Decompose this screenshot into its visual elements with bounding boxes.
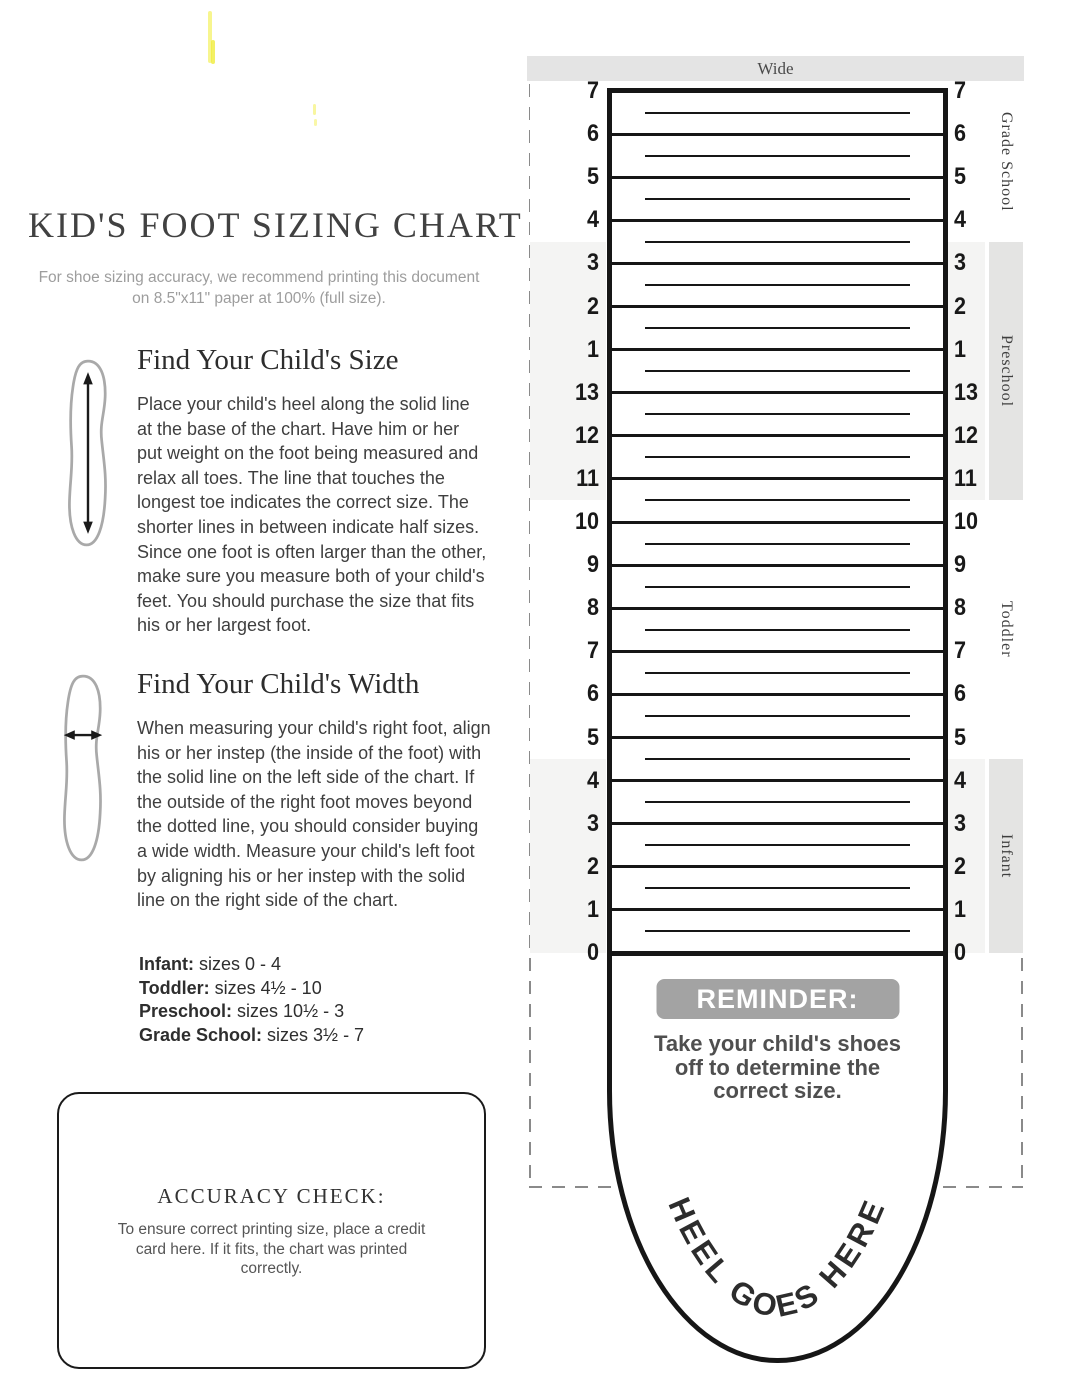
half-size-line	[645, 456, 910, 458]
half-size-line	[645, 715, 910, 717]
size-label-left: 10	[574, 508, 599, 535]
size-label-left: 6	[586, 680, 599, 708]
size-label-right: 13	[954, 378, 979, 406]
full-size-line	[612, 521, 943, 524]
half-size-line	[645, 801, 910, 803]
highlight-mark	[314, 119, 317, 126]
full-size-line	[612, 434, 943, 437]
full-size-line	[612, 219, 943, 222]
size-label-right: 3	[954, 809, 967, 837]
size-label-right: 2	[954, 292, 967, 320]
half-size-line	[645, 499, 910, 501]
section-label-band: Preschool	[989, 242, 1023, 501]
full-size-line	[612, 650, 943, 653]
half-size-line	[645, 887, 910, 889]
size-label-right: 2	[954, 852, 967, 880]
svg-text:HEEL GOES HERE: HEEL GOES HERE	[661, 1192, 893, 1325]
section-heading-size: Find Your Child's Size	[137, 344, 399, 376]
size-label-right: 3	[954, 249, 967, 277]
section-body-size: Place your child's heel along the solid line at the base of the chart. Have him or her put weight on the foot being measured and relax all toes. The line that touches the longest toe indicates the correct size. The shorter lines in between indicate half sizes. Since one foot is often larger than the other, make sure you measure both of your child's feet. You should purchase the size that fits his or her largest foot.	[137, 394, 487, 636]
full-size-line	[612, 736, 943, 739]
size-label-right: 6	[954, 120, 967, 148]
full-size-line	[612, 607, 943, 610]
print-note: For shoe sizing accuracy, we recommend printing this document on 8.5"x11" paper at 100% (full size).	[38, 269, 480, 307]
section-body-width: When measuring your child's right foot, align his or her instep (the inside of the foot) with the solid line on the left side of the chart. If the outside of the right foot moves beyond the dotted line, you should consider buying a wide width. Measure your child's left foot by aligning his or her instep with the solid line on the right side of the chart.	[137, 718, 491, 911]
size-label-right: 5	[954, 163, 967, 191]
size-label-left: 2	[586, 292, 599, 320]
half-size-line	[645, 370, 910, 372]
size-label-left: 11	[576, 464, 599, 492]
full-size-line	[612, 348, 943, 351]
full-size-line	[612, 951, 943, 956]
full-size-line	[612, 262, 943, 265]
size-label-left: 12	[574, 421, 599, 449]
size-range-preschool: Preschool: sizes 10½ - 3	[139, 1001, 345, 1021]
size-label-right: 12	[954, 421, 979, 449]
full-size-line	[612, 564, 943, 567]
full-size-line	[612, 865, 943, 868]
half-size-line	[645, 241, 910, 243]
half-size-line	[645, 198, 910, 200]
section-label-band: Grade School	[989, 82, 1023, 242]
reminder-badge	[656, 979, 899, 1019]
size-label-left: 5	[586, 723, 599, 751]
half-size-line	[645, 327, 910, 329]
foot-outline	[607, 88, 948, 1363]
size-label-left: 9	[586, 551, 599, 579]
wide-label: Wide	[757, 58, 794, 78]
half-size-line	[645, 413, 910, 415]
size-label-right: 4	[954, 766, 967, 794]
wide-header-bar	[527, 56, 1024, 81]
size-label-left: 1	[586, 335, 599, 363]
size-label-left: 1	[586, 895, 599, 923]
size-label-right: 1	[954, 335, 967, 363]
section-band	[530, 500, 606, 759]
half-size-line	[645, 930, 910, 932]
size-label-right: 9	[954, 551, 967, 579]
size-label-right: 7	[954, 77, 967, 104]
half-size-line	[645, 543, 910, 545]
full-size-line	[612, 477, 943, 480]
highlight-mark	[211, 40, 215, 64]
size-label-left: 5	[586, 163, 599, 191]
size-label-right: 4	[954, 206, 967, 234]
section-heading-width: Find Your Child's Width	[137, 668, 420, 700]
full-size-line	[612, 822, 943, 825]
size-label-left: 0	[586, 939, 599, 966]
full-size-line	[612, 133, 943, 136]
half-size-line	[645, 672, 910, 674]
half-size-line	[645, 844, 910, 846]
size-ranges-list	[139, 953, 364, 1047]
accuracy-check-heading: ACCURACY CHECK:	[157, 1184, 386, 1208]
half-size-line	[645, 155, 910, 157]
size-label-left: 13	[574, 378, 599, 406]
foot-width-icon	[50, 672, 116, 864]
size-label-right: 5	[954, 723, 967, 751]
full-size-line	[612, 176, 943, 179]
size-label-left: 7	[586, 637, 599, 665]
section-label-band: Infant	[989, 759, 1023, 953]
size-label-left: 3	[586, 809, 599, 837]
size-range-infant: Infant: sizes 0 - 4	[139, 954, 282, 974]
size-label-left: 7	[586, 77, 599, 104]
size-label-right: 0	[954, 939, 967, 966]
half-size-line	[645, 758, 910, 760]
half-size-line	[645, 112, 910, 114]
highlight-mark	[313, 104, 316, 115]
size-range-gradeschool: Grade School: sizes 3½ - 7	[139, 1024, 365, 1045]
accuracy-check-body: To ensure correct printing size, place a credit card here. If it fits, the chart was printed correctly.	[117, 1221, 426, 1277]
full-size-line	[612, 693, 943, 696]
half-size-line	[645, 284, 910, 286]
reminder-badge-label: REMINDER:	[696, 983, 859, 1014]
size-label-right: 1	[954, 895, 967, 923]
full-size-line	[612, 391, 943, 394]
size-label-right: 6	[954, 680, 967, 708]
size-label-right: 7	[954, 637, 967, 665]
size-label-left: 3	[586, 249, 599, 277]
full-size-line	[612, 908, 943, 911]
page-title: KID'S FOOT SIZING CHART	[28, 205, 523, 245]
section-band	[948, 242, 985, 501]
reminder-text: Take your child's shoes off to determine the correct size.	[654, 1031, 901, 1103]
size-label-right: 8	[954, 594, 967, 622]
section-band	[530, 242, 606, 501]
foot-length-icon	[55, 357, 121, 549]
half-size-line	[645, 586, 910, 588]
size-label-right: 11	[954, 464, 977, 492]
size-label-left: 8	[586, 594, 599, 622]
full-size-line	[612, 305, 943, 308]
size-label-left: 6	[586, 120, 599, 148]
half-size-line	[645, 629, 910, 631]
full-size-line	[612, 779, 943, 782]
size-label-left: 4	[586, 206, 599, 234]
accuracy-check-box	[57, 1092, 486, 1369]
size-label-left: 2	[586, 852, 599, 880]
size-label-left: 4	[586, 766, 599, 794]
section-label-band: Toddler	[989, 500, 1023, 759]
heel-goes-here-arc	[612, 1028, 943, 1358]
size-range-toddler: Toddler: sizes 4½ - 10	[139, 977, 322, 998]
section-band	[948, 500, 985, 759]
size-label-right: 10	[954, 508, 979, 535]
